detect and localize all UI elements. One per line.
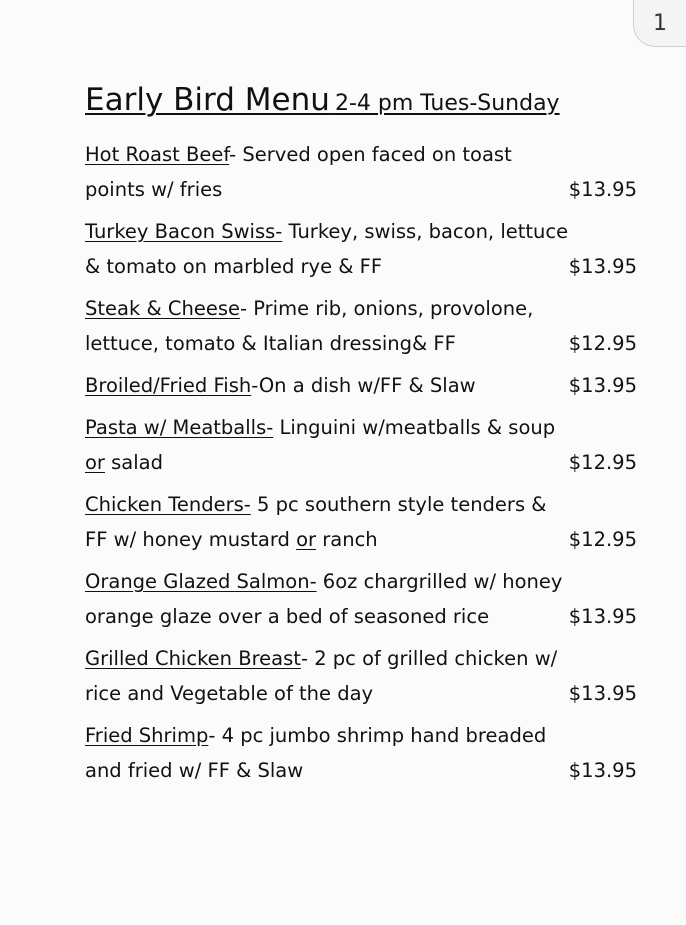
- menu-item-separator: -: [240, 297, 248, 320]
- menu-item-description-underlined: or: [296, 528, 317, 551]
- page-number: 1: [653, 10, 667, 36]
- menu-item-name: Orange Glazed Salmon-: [85, 570, 317, 593]
- menu-item-line: [85, 641, 637, 676]
- menu-item-line: [85, 522, 637, 557]
- menu-item-separator: -: [300, 647, 308, 670]
- menu-item: [85, 410, 637, 480]
- menu-item-line: [85, 137, 637, 172]
- menu-item: [85, 214, 637, 284]
- menu-item-line: [85, 487, 637, 522]
- menu-item-text: [85, 599, 489, 634]
- menu-item-price: $13.95: [568, 374, 637, 397]
- menu-item-price: $13.95: [568, 255, 637, 278]
- menu-item-line: [85, 599, 637, 634]
- menu-item-line: [85, 291, 637, 326]
- menu-item-text: [85, 326, 456, 361]
- menu-item-text: [85, 249, 382, 284]
- menu-item-price: $13.95: [568, 178, 637, 201]
- menu-item: [85, 564, 637, 634]
- menu-item-separator: -: [208, 724, 216, 747]
- menu-item-price: $13.95: [568, 682, 637, 705]
- menu-title-main: Early Bird Menu: [85, 82, 330, 118]
- page-number-badge: [633, 0, 686, 47]
- menu-item-line: [85, 214, 637, 249]
- menu-item-price: $12.95: [568, 451, 637, 474]
- menu-item-name: Grilled Chicken Breast: [85, 647, 301, 670]
- menu-item-name: Steak & Cheese: [85, 297, 240, 320]
- menu-item-description-cont: lettuce, tomato & Italian dressing& FF: [85, 332, 456, 355]
- menu-item-line: [85, 326, 637, 361]
- menu-item: [85, 368, 637, 403]
- menu-item: [85, 291, 637, 361]
- menu-title-hours: 2-4 pm Tues-Sunday: [334, 91, 560, 116]
- menu-item-text: [85, 172, 222, 207]
- menu-item: [85, 137, 637, 207]
- menu-item-line: [85, 718, 637, 753]
- menu-item-price: $13.95: [568, 759, 637, 782]
- menu-item-line: [85, 564, 637, 599]
- menu-item: [85, 718, 637, 788]
- menu-item-description: Prime rib, onions, provolone,: [247, 297, 534, 320]
- menu-item-description: Linguini w/meatballs & soup: [273, 416, 556, 439]
- menu-item-text: [85, 522, 378, 557]
- menu-item-description: 2 pc of grilled chicken w/: [308, 647, 558, 670]
- menu-item-separator: -: [251, 374, 259, 397]
- menu-item-text: [85, 676, 373, 711]
- menu-item-name: Hot Roast Beef: [85, 143, 230, 166]
- menu-item-line: [85, 753, 637, 788]
- menu-item-text: [85, 753, 303, 788]
- menu-item-line: [85, 368, 637, 403]
- menu-item-description-cont: orange glaze over a bed of seasoned rice: [85, 605, 490, 628]
- menu-item: [85, 641, 637, 711]
- menu-item-price: $13.95: [568, 605, 637, 628]
- menu-item-description-cont: and fried w/ FF & Slaw: [85, 759, 304, 782]
- menu-item-description-cont: & tomato on marbled rye & FF: [85, 255, 383, 278]
- menu-item-description-cont: points w/ fries: [85, 178, 223, 201]
- menu-item-description: Turkey, swiss, bacon, lettuce: [282, 220, 569, 243]
- menu-item-description-cont: rice and Vegetable of the day: [85, 682, 374, 705]
- menu-item-separator: -: [229, 143, 237, 166]
- menu-item-description-tail: ranch: [316, 528, 378, 551]
- menu-item-line: [85, 249, 637, 284]
- menu-item-name: Fried Shrimp: [85, 724, 209, 747]
- menu-item-description: Served open faced on toast: [236, 143, 512, 166]
- menu-title: [85, 78, 637, 127]
- menu-item-price: $12.95: [568, 528, 637, 551]
- menu-item-name: Pasta w/ Meatballs-: [85, 416, 274, 439]
- menu-item-text: [85, 445, 163, 480]
- menu-item-name: Turkey Bacon Swiss-: [85, 220, 283, 243]
- menu-item-line: [85, 445, 637, 480]
- menu-item-list: [85, 137, 637, 788]
- menu-item-description: 6oz chargrilled w/ honey: [316, 570, 563, 593]
- menu-item-description: On a dish w/FF & Slaw: [258, 374, 476, 397]
- menu: [85, 78, 637, 795]
- menu-item-description: 5 pc southern style tenders &: [250, 493, 547, 516]
- menu-item: [85, 487, 637, 557]
- menu-item-name: Chicken Tenders-: [85, 493, 251, 516]
- menu-item-name: Broiled/Fried Fish: [85, 374, 252, 397]
- menu-item-line: [85, 676, 637, 711]
- menu-item-description-cont: FF w/ honey mustard: [85, 528, 297, 551]
- menu-item-price: $12.95: [568, 332, 637, 355]
- menu-item-line: [85, 172, 637, 207]
- menu-item-description-tail: salad: [104, 451, 164, 474]
- menu-item-line: [85, 410, 637, 445]
- menu-item-text: [85, 368, 476, 403]
- menu-item-description-underlined: or: [85, 451, 105, 474]
- menu-item-description: 4 pc jumbo shrimp hand breaded: [215, 724, 547, 747]
